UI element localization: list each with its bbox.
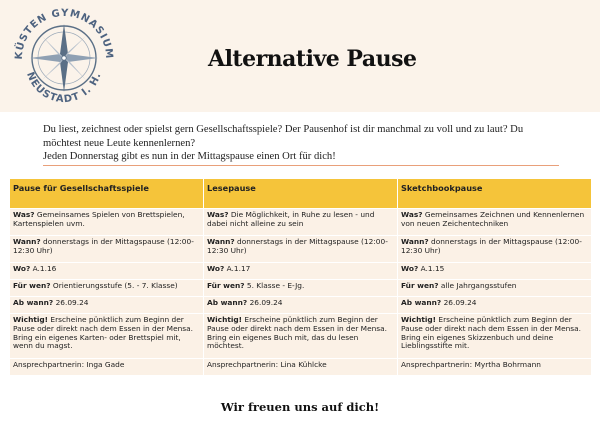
table-cell [398, 280, 592, 297]
table-cell [398, 236, 592, 263]
cell-value: Gemeinsames Spielen von Brettspielen, Kartenspielen uvm. [13, 210, 185, 228]
table-row-ansprechpartnerin [10, 359, 592, 376]
table-cell [204, 209, 398, 236]
cell-value: donnerstags in der Mittagspause (12:00-12:30 Uhr) [13, 237, 194, 255]
logo-text-top: KÜSTEN GYMNASIUM [13, 7, 115, 60]
table-cell [10, 297, 204, 314]
row-label: Wo? [207, 264, 225, 273]
table-cell [10, 263, 204, 280]
intro-line-2: Jeden Donnerstag gibt es nun in der Mittagspause einen Ort für dich! [43, 150, 559, 166]
cell-value: Erscheine pünktlich zum Beginn der Pause oder direkt nach dem Essen in der Mensa. [13, 315, 194, 333]
row-label: Ab wann? [13, 298, 54, 307]
table-row-wo [10, 263, 592, 280]
row-label: Was? [401, 210, 423, 219]
table-cell [204, 263, 398, 280]
cell-value: A.1.16 [30, 264, 57, 273]
row-label: Was? [13, 210, 35, 219]
cell-value: A.1.15 [418, 264, 445, 273]
compass-rose-icon [8, 2, 120, 110]
cell-value: Erscheine pünktlich zum Beginn der Pause oder direkt nach dem Essen in der Mensa. Bring ein eigenes Skizzenbuch und deine Lieblingsstifte mit. [401, 315, 582, 351]
row-label: Was? [207, 210, 229, 219]
row-label: Wichtig! [13, 315, 49, 324]
cell-value: 26.09.24 [247, 298, 283, 307]
school-logo [8, 2, 120, 110]
cell-value: Erscheine pünktlich zum Beginn der Pause oder direkt nach dem Essen in der Mensa. [207, 315, 388, 333]
intro-line-1: Du liest, zeichnest oder spielst gern Gesellschaftsspiele? Der Pausenhof ist dir manchmal zu voll und zu laut? Du möchtest neue Leute kennenlernen? [43, 124, 524, 149]
row-label: Wichtig! [207, 315, 243, 324]
table-row-fur-wen [10, 280, 592, 297]
page-title: Alternative Pause [208, 46, 417, 72]
cell-value-extra: Bring ein eigenes Buch mit, das du lesen möchtest. [207, 332, 359, 351]
row-label: Ab wann? [401, 298, 442, 307]
row-label: Für wen? [207, 281, 245, 290]
row-label: Ab wann? [207, 298, 248, 307]
table-cell: Ansprechpartnerin: Inga Gade [10, 359, 204, 376]
row-label: Für wen? [401, 281, 439, 290]
cell-value: donnerstags in der Mittagspause (12:00-12:30 Uhr) [401, 237, 582, 255]
table-cell [10, 280, 204, 297]
table-cell [398, 263, 592, 280]
table-cell [398, 314, 592, 359]
table-cell [204, 314, 398, 359]
cell-value: A.1.17 [224, 264, 251, 273]
schedule-table [9, 178, 592, 376]
row-label: Für wen? [13, 281, 51, 290]
row-label: Wann? [207, 237, 235, 246]
cell-value: Orientierungsstufe (5. - 7. Klasse) [50, 281, 178, 290]
table-row-ab-wann [10, 297, 592, 314]
footer-text: Wir freuen uns auf dich! [220, 400, 380, 414]
table-cell [398, 209, 592, 236]
logo-text-bottom: NEUSTADT I. H. [24, 70, 104, 106]
table-cell [10, 209, 204, 236]
cell-value: Gemeinsames Zeichnen und Kennenlernen von neuen Zeichentechniken [401, 210, 585, 228]
cell-value-extra: Bring ein eigenes Karten- oder Brettspiel mit, wenn du magst. [13, 332, 181, 351]
intro-text [43, 123, 563, 166]
table-row-was [10, 209, 592, 236]
row-label: Wo? [401, 264, 419, 273]
row-label: Wichtig! [401, 315, 437, 324]
table-cell [10, 314, 204, 359]
table-cell [398, 297, 592, 314]
cell-value: 26.09.24 [53, 298, 89, 307]
cell-value: 26.09.24 [441, 298, 477, 307]
table-header-row [10, 179, 592, 209]
table-cell [10, 236, 204, 263]
table-cell: Ansprechpartnerin: Lina Kühlcke [204, 359, 398, 376]
table-cell [204, 280, 398, 297]
cell-value: Die Möglichkeit, in Ruhe zu lesen - und dabei nicht alleine zu sein [207, 210, 375, 228]
cell-value: 5. Klasse - E-Jg. [244, 281, 305, 290]
row-label: Wann? [401, 237, 429, 246]
table-cell: Ansprechpartnerin: Myrtha Bohrmann [398, 359, 592, 376]
column-heading-sketchbook: Sketchbookpause [398, 179, 592, 209]
row-label: Wo? [13, 264, 31, 273]
cell-value: donnerstags in der Mittagspause (12:00-12:30 Uhr) [207, 237, 388, 255]
table-cell [204, 236, 398, 263]
table-row-wann [10, 236, 592, 263]
column-heading-games: Pause für Gesellschaftsspiele [10, 179, 204, 209]
table-cell [204, 297, 398, 314]
row-label: Wann? [13, 237, 41, 246]
table-row-wichtig [10, 314, 592, 359]
column-heading-reading: Lesepause [204, 179, 398, 209]
cell-value: alle Jahrgangsstufen [438, 281, 517, 290]
